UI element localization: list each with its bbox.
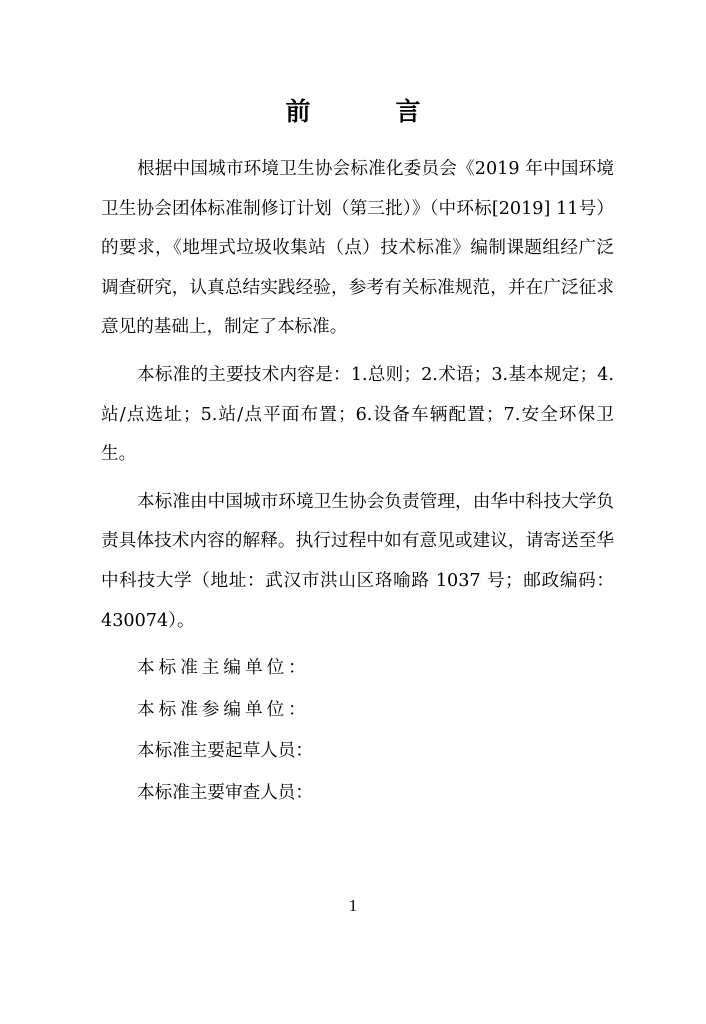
chief-editor-unit-label: 本标准主编单位： (137, 658, 310, 679)
paragraph-background: 根据中国城市环境卫生协会标准化委员会《2019 年中国环境卫生协会团体标准制修订计划（第三批）》（中环标[2019] 11号）的要求，《地埋式垃圾收集站（点）技术标准》编制课题组经广泛调查研究，认真总结实践经验，参考有关标准规范，并在广泛征求意见的基础上，制定了本标准。 (101, 159, 614, 338)
participating-unit-label: 本标准参编单位： (137, 699, 310, 720)
page-title: 前 言 (285, 97, 451, 126)
paragraph-management: 本标准由中国城市环境卫生协会负责管理，由华中科技大学负责具体技术内容的解释。执行过程中如有意见或建议，请寄送至华中科技大学（地址：武汉市洪山区珞喻路 1037 号；邮政编码：430074）。 (101, 491, 614, 631)
page-number: 1 (348, 896, 358, 915)
paragraph-technical-contents: 本标准的主要技术内容是：1.总则；2.术语；3.基本规定；4.站/点选址；5.站/点平面布置；6.设备车辆配置；7.安全环保卫生。 (101, 364, 614, 465)
main-reviewers-label: 本标准主要审查人员： (137, 782, 313, 803)
document-body (101, 150, 614, 816)
main-drafters-label: 本标准主要起草人员： (137, 741, 313, 762)
